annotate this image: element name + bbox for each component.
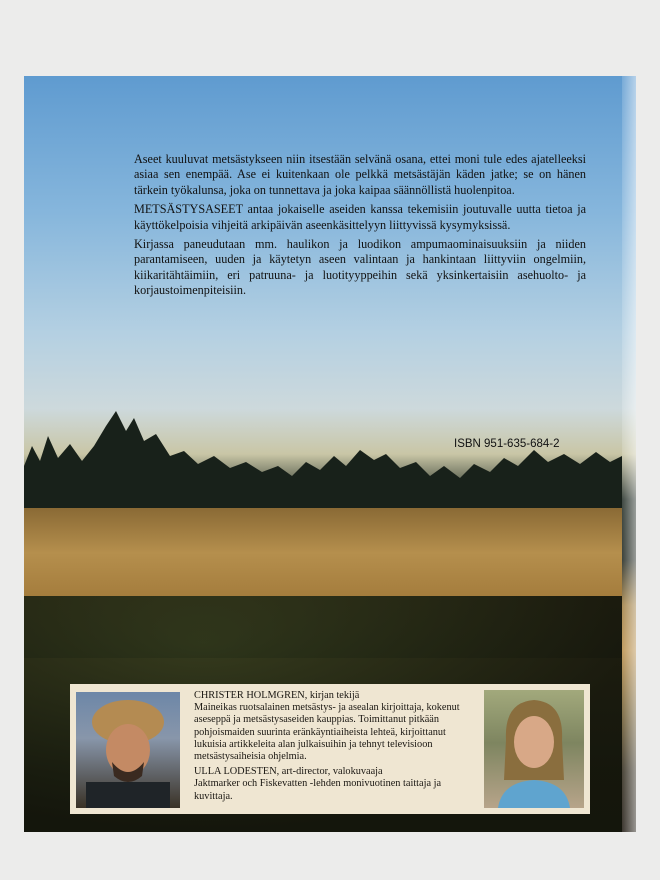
- author-bio: Maineikas ruotsalainen metsästys- ja asealan kirjoittaja, kokenut aseseppä ja metsästysaseiden kauppias. Toimittanut pitkään pohjoismaiden suurinta eränkäyntiaiheista lehteä, kirjoittanut lukuisia artikkeleita alan julkaisuihin ja tehnyt televisioon metsästysaiheisia ohjelmia.: [194, 702, 460, 763]
- illustrator-photo: [484, 690, 584, 808]
- illustrator-bio: Jaktmarker och Fiskevatten -lehden monivuotinen taittaja ja kuvittaja.: [194, 778, 442, 802]
- credits-text: [194, 690, 474, 806]
- illustrator-credit: [194, 766, 474, 803]
- author-name: CHRISTER HOLMGREN: [194, 690, 305, 701]
- book-back-cover: [24, 76, 636, 832]
- cover-edge: [622, 76, 636, 832]
- isbn-number: ISBN 951-635-684-2: [454, 438, 560, 450]
- author-role: , kirjan tekijä: [304, 690, 360, 701]
- blurb-paragraph-2: METSÄSTYSASEET antaa jokaiselle aseiden kanssa tekemisiin joutuvalle uutta tietoa ja käyttökelpoisia vihjeitä arkipäivän aseenkäsittelyyn liittyvissä kysymyksissä.: [134, 202, 586, 232]
- author-credit: [194, 690, 474, 763]
- blurb-paragraph-1: Aseet kuuluvat metsästykseen niin itsestään selvänä osana, ettei moni tule edes ajatelleeksi asiaa sen enempää. Ase ei kuitenkaan ole pelkkä metsästäjän käden jatke; se on hänen tärkein työkalunsa, joka on tunnettava ja joka kaipaa säännöllistä huolenpitoa.: [134, 152, 586, 197]
- credits-panel: [70, 684, 590, 814]
- illustrator-name: ULLA LODESTEN: [194, 766, 277, 778]
- blurb-text: [134, 152, 586, 303]
- author-photo: [76, 692, 180, 808]
- illustrator-role: , art-director, valokuvaaja: [276, 766, 383, 778]
- blurb-paragraph-3: Kirjassa paneudutaan mm. haulikon ja luodikon ampumaominaisuuksiin ja niiden parantamiseen, uuden ja käytetyn aseen valintaan ja hankintaan liittyviin ongelmiin, kiikaritähtäimiin, eri patruuna- ja luotityyppeihin sekä yksinkertaisiin asehuolto- ja korjaustoimenpiteisiin.: [134, 237, 586, 298]
